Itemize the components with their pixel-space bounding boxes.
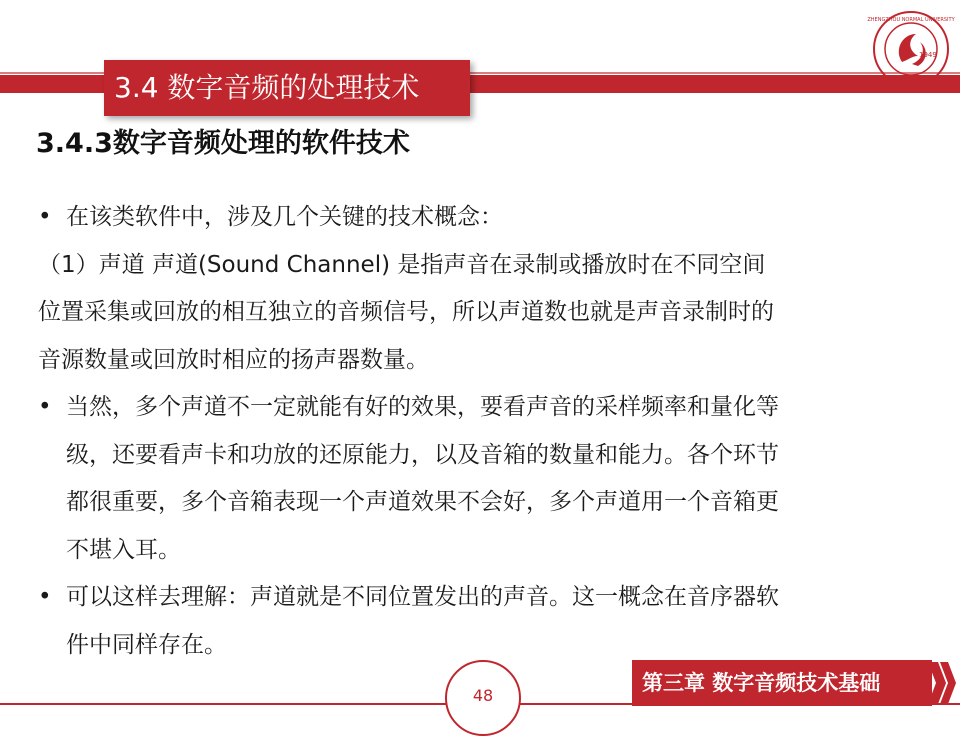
text-line xyxy=(38,337,908,385)
text-line xyxy=(38,242,908,290)
body-text xyxy=(38,194,908,669)
line-text: 不堪入耳。 xyxy=(66,536,181,563)
list-item xyxy=(38,194,908,242)
list-item xyxy=(38,384,908,432)
chevron-right-icon xyxy=(926,660,960,706)
bullet-icon: • xyxy=(38,394,52,420)
page-number-badge xyxy=(445,660,521,736)
line-text: 位置采集或回放的相互独立的音频信号，所以声道数也就是声音录制时的 xyxy=(38,299,774,325)
line-text: 都很重要，多个音箱表现一个声道效果不会好，多个声道用一个音箱更 xyxy=(66,489,779,515)
line-text: 在该类软件中，涉及几个关键的技术概念： xyxy=(66,204,503,230)
chapter-banner xyxy=(632,660,932,706)
line-text: 可以这样去理解：声道就是不同位置发出的声音。这一概念在音序器软 xyxy=(66,584,779,610)
section-label: 3.4 数字音频的处理技术 xyxy=(114,71,420,104)
bullet-icon: • xyxy=(38,204,52,230)
text-line xyxy=(38,432,908,480)
page-title: 3.4.3数字音频处理的软件技术 xyxy=(36,128,410,159)
list-item xyxy=(38,574,908,622)
svg-text:1949: 1949 xyxy=(919,51,937,59)
bullet-icon: • xyxy=(38,584,52,610)
line-text: 当然，多个声道不一定就能有好的效果，要看声音的采样频率和量化等 xyxy=(66,394,779,420)
svg-text:ZHENGZHOU NORMAL UNIVERSITY: ZHENGZHOU NORMAL UNIVERSITY xyxy=(867,17,955,23)
line-text: 件中同样存在。 xyxy=(66,631,227,658)
text-line xyxy=(38,479,908,527)
chapter-label: 第三章 数字音频技术基础 xyxy=(642,671,881,695)
line-text: 级，还要看声卡和功放的还原能力，以及音箱的数量和能力。各个环节 xyxy=(66,441,779,468)
line-text: 音源数量或回放时相应的扬声器数量。 xyxy=(38,346,429,373)
line-text: （1）声道 声道(Sound Channel) 是指声音在录制或播放时在不同空间 xyxy=(38,251,766,278)
university-seal-icon xyxy=(867,10,955,88)
text-line xyxy=(38,289,908,337)
page-number: 48 xyxy=(472,686,494,705)
text-line xyxy=(38,527,908,575)
section-tag xyxy=(104,60,470,116)
